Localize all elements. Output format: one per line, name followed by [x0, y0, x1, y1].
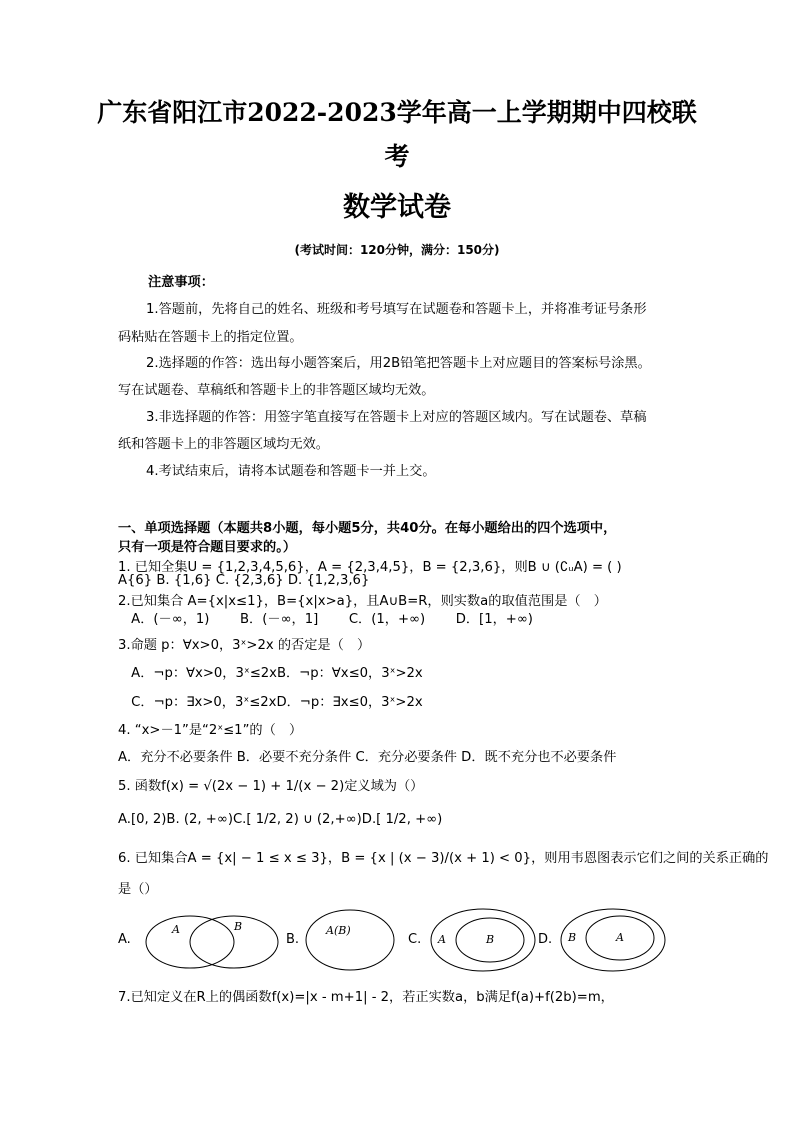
venn-d-set-b [561, 909, 665, 971]
notice-line: 4.考试结束后，请将本试题卷和答题卡一并上交。 [146, 464, 436, 479]
notice-line: 1.答题前，先将自己的姓名、班级和考号填写在试题卷和答题卡上，并将准考证号条形 [146, 302, 647, 317]
question-2-options: A．(－∞，1) B．(－∞，1] C．(1，+∞) D．[1，+∞) [118, 612, 533, 627]
exam-title-line2: 考 [384, 142, 410, 171]
venn-d-label-b: B [568, 931, 577, 944]
venn-options [118, 906, 678, 976]
question-3: 3.命题 p：∀x>0，3ˣ>2x 的否定是（ ） [118, 638, 371, 653]
question-5: 5. 函数f(x) = √(2x − 1) + 1/(x − 2)定义域为（） [118, 779, 424, 794]
venn-diagram-d [558, 906, 668, 974]
notice-line: 码粘贴在答题卡上的指定位置。 [118, 330, 303, 345]
question-5-options: A.[0, 2)B. (2, +∞)C.[ 1/2, 2) ∪ (2,+∞)D.[ 1/2, +∞) [118, 812, 443, 827]
question-1: 1. 已知全集U = {1,2,3,4,5,6}，A = {2,3,4,5}，B = {2,3,6}，则B ∪ (∁ᵤA) = ( ) [118, 560, 622, 575]
exam-subtitle: 数学试卷 [343, 192, 451, 223]
venn-option-d-label: D. [538, 932, 553, 947]
venn-option-a-label: A. [118, 932, 131, 947]
venn-option-b-label: B. [286, 932, 300, 947]
question-6: 6. 已知集合A = {x| − 1 ≤ x ≤ 3}，B = {x | (x − 3)/(x + 1) < 0}，则用韦恩图表示它们之间的关系正确的 [118, 851, 769, 866]
venn-diagram-a [142, 910, 282, 972]
venn-b-label: A(B) [326, 924, 351, 937]
venn-c-label-b: B [486, 933, 495, 946]
notice-heading: 注意事项： [148, 275, 214, 290]
question-4: 4. “x>－1”是“2ˣ≤1”的（ ） [118, 723, 303, 738]
venn-c-label-a: A [438, 933, 446, 946]
venn-option-c-label: C. [408, 932, 422, 947]
venn-a-label-a: A [172, 923, 180, 936]
question-4-options: A．充分不必要条件 B．必要不充分条件 C．充分必要条件 D．既不充分也不必要条件 [118, 750, 617, 765]
question-7: 7.已知定义在R上的偶函数f(x)=|x - m+1| - 2，若正实数a，b满足f(a)+f(2b)=m， [118, 990, 614, 1005]
section-heading: 只有一项是符合题目要求的。） [118, 540, 297, 555]
question-1-options: A{6} B. {1,6} C. {2,3,6} D. {1,2,3,6} [118, 573, 370, 588]
notice-line: 2.选择题的作答：选出每小题答案后，用2B铅笔把答题卡上对应题目的答案标号涂黑。 [146, 356, 651, 371]
question-3-options-ab: A．¬p：∀x>0，3ˣ≤2xB．¬p：∀x≤0，3ˣ>2x [118, 666, 423, 681]
venn-d-label-a: A [616, 931, 624, 944]
notice-line: 写在试题卷、草稿纸和答题卡上的非答题区域均无效。 [118, 383, 435, 398]
notice-line: 纸和答题卡上的非答题区域均无效。 [118, 437, 329, 452]
venn-b-set [306, 910, 394, 970]
exam-title-line1: 广东省阳江市2022-2023学年高一上学期期中四校联 [97, 98, 697, 127]
section-heading: 一、单项选择题（本题共8小题，每小题5分，共40分。在每小题给出的四个选项中， [118, 521, 617, 536]
venn-diagram-c [428, 906, 538, 974]
notice-line: 3.非选择题的作答：用签字笔直接写在答题卡上对应的答题区域内。写在试题卷、草稿 [146, 410, 647, 425]
question-3-options-cd: C．¬p：∃x>0，3ˣ≤2xD．¬p：∃x≤0，3ˣ>2x [118, 695, 423, 710]
venn-diagram-b [304, 908, 396, 972]
venn-a-label-b: B [234, 920, 243, 933]
exam-info: (考试时间：120分钟，满分：150分) [294, 243, 500, 257]
question-6-cont: 是（） [118, 882, 158, 897]
question-2: 2.已知集合 A={x|x≤1}，B={x|x>a}，且A∪B=R，则实数a的取值范围是（ ） [118, 594, 607, 609]
